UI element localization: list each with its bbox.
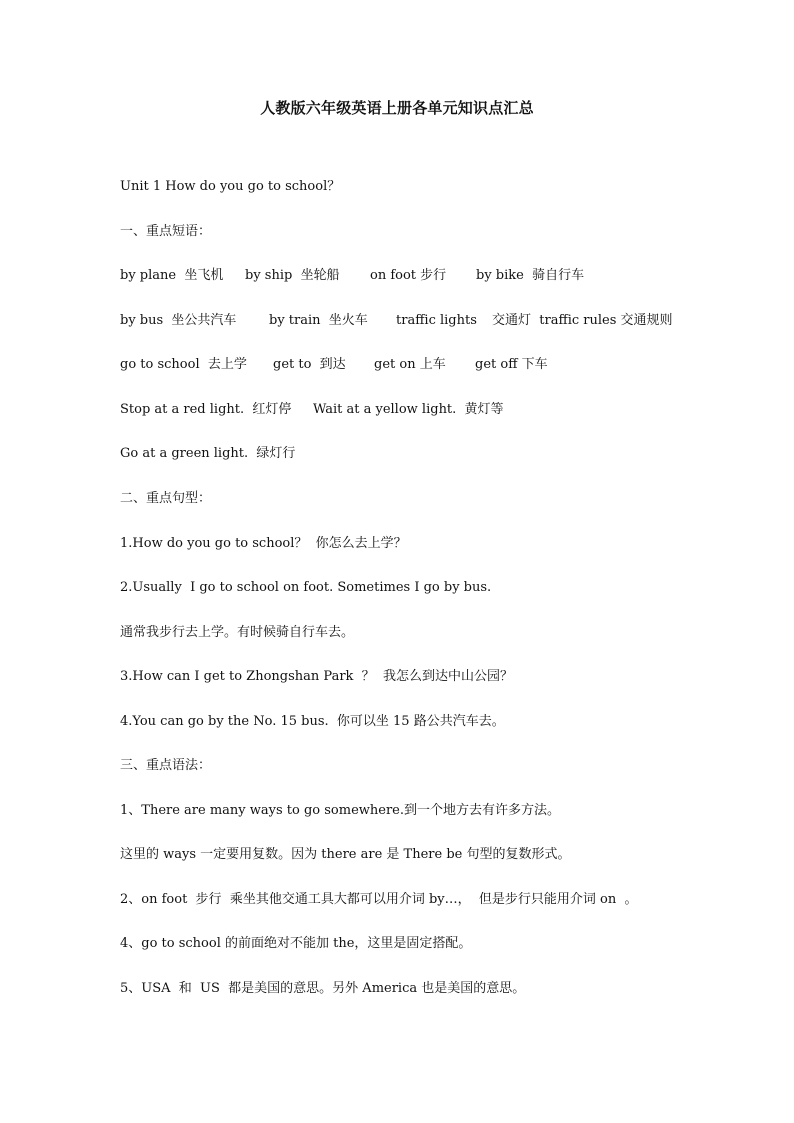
phrase-stop-red: Stop at a red light. 红灯停 xyxy=(120,402,292,417)
section-heading-sentences: 二、重点句型： xyxy=(120,491,212,506)
phrase-get-off: get off 下车 xyxy=(475,357,548,372)
phrase-go-to-school: go to school 去上学 xyxy=(120,357,247,372)
grammar-5: 5、USA 和 US 都是美国的意思。另外 America 也是美国的意思。 xyxy=(120,981,526,996)
phrase-go-green: Go at a green light. 绿灯行 xyxy=(120,446,296,461)
section-heading-grammar: 三、重点语法： xyxy=(120,758,212,773)
phrase-get-to: get to 到达 xyxy=(273,357,346,372)
sentence-2-translation: 通常我步行去上学。有时候骑自行车去。 xyxy=(120,625,355,640)
phrase-by-plane: by plane 坐飞机 xyxy=(120,268,224,283)
phrase-on-foot: on foot 步行 xyxy=(370,268,447,283)
phrase-by-bus: by bus 坐公共汽车 xyxy=(120,313,237,328)
phrase-traffic-rules: 交通灯 traffic rules 交通规则 xyxy=(492,313,673,328)
phrase-by-bike: by bike 骑自行车 xyxy=(476,268,585,283)
sentence-4: 4.You can go by the No. 15 bus. 你可以坐 15 路公共汽车去。 xyxy=(120,714,505,729)
document-title: 人教版六年级英语上册各单元知识点汇总 xyxy=(260,99,534,117)
grammar-1-note: 这里的 ways 一定要用复数。因为 there are 是 There be 句型的复数形式。 xyxy=(120,847,571,862)
phrase-get-on: get on 上车 xyxy=(374,357,446,372)
phrase-wait-yellow: Wait at a yellow light. 黄灯等 xyxy=(313,402,504,417)
sentence-2: 2.Usually I go to school on foot. Sometimes I go by bus. xyxy=(120,580,492,595)
phrase-traffic-lights: traffic lights xyxy=(396,313,477,328)
sentence-1: 1.How do you go to school？ 你怎么去上学？ xyxy=(120,536,407,551)
unit-heading: Unit 1 How do you go to school？ xyxy=(120,179,341,194)
phrase-by-ship: by ship 坐轮船 xyxy=(245,268,340,283)
grammar-2: 2、on foot 步行 乘坐其他交通工具大都可以用介词 by…， 但是步行只能用介词 on 。 xyxy=(120,892,638,907)
sentence-3: 3.How can I get to Zhongshan Park ？ 我怎么到达中山公园？ xyxy=(120,669,513,684)
grammar-1: 1、There are many ways to go somewhere.到一个地方去有许多方法。 xyxy=(120,803,561,818)
section-heading-phrases: 一、重点短语： xyxy=(120,224,212,239)
grammar-4: 4、go to school 的前面绝对不能加 the，这里是固定搭配。 xyxy=(120,936,472,951)
phrase-by-train: by train 坐火车 xyxy=(269,313,368,328)
